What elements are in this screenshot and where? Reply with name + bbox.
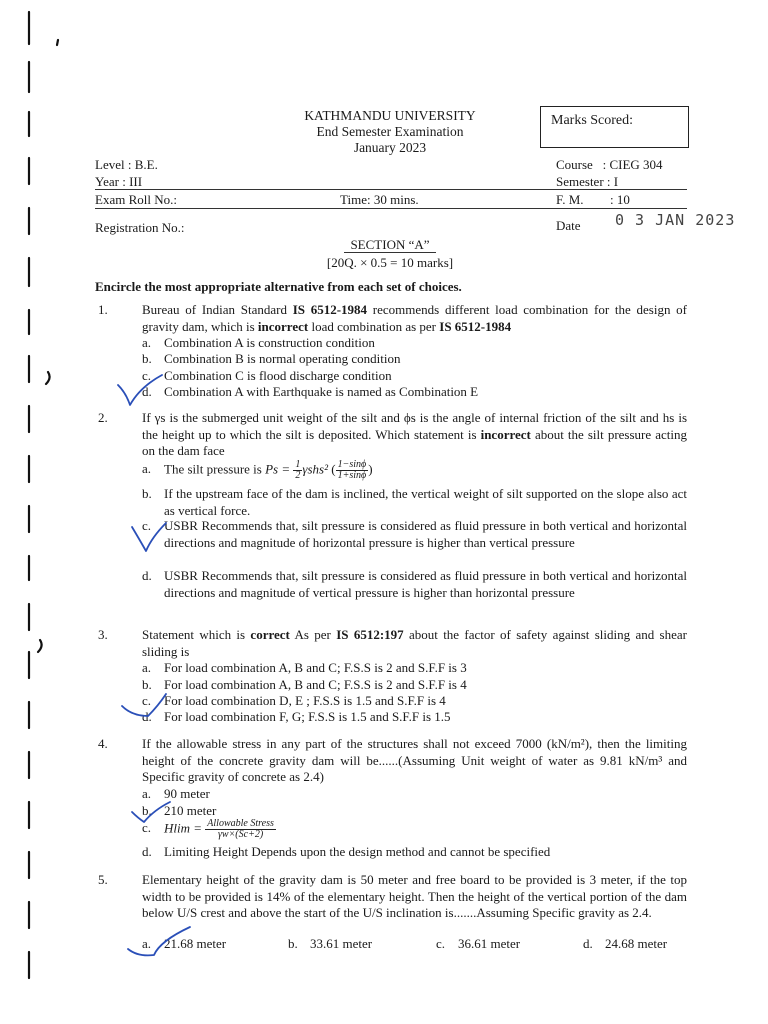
question-number: 5. bbox=[98, 872, 108, 887]
registration-label: Registration No.: bbox=[95, 220, 185, 235]
option-b[interactable]: b. 210 meter bbox=[142, 803, 217, 818]
option-d[interactable]: d. Combination A with Earthquake is named as Combination E bbox=[142, 384, 479, 399]
option-d[interactable]: d. For load combination F, G; F.S.S is 1.5 and S.F.F is 1.5 bbox=[142, 709, 451, 724]
section-marks: [20Q. × 0.5 = 10 marks] bbox=[326, 255, 454, 270]
course-label: Course : CIEG 304 bbox=[556, 157, 663, 172]
option-a[interactable]: a. Combination A is construction condition bbox=[142, 335, 375, 350]
year-label: Year : III bbox=[95, 174, 143, 189]
section-instruction: Encircle the most appropriate alternative from each set of choices. bbox=[95, 279, 462, 294]
time-label: Time: 30 mins. bbox=[340, 192, 419, 207]
option-a[interactable]: a. 90 meter bbox=[142, 786, 210, 801]
question-number: 1. bbox=[98, 302, 108, 317]
option-d[interactable]: d. USBR Recommends that, silt pressure is considered as fluid pressure in both vertical and horizontal directions and magnitude of vertical pressure is higher than horizontal pressure bbox=[142, 568, 687, 600]
option-a[interactable]: a. For load combination A, B and C; F.S.S is 2 and S.F.F is 3 bbox=[142, 660, 467, 675]
option-a[interactable]: a. The silt pressure is Ps = $\frac{1}{2}$ γshs² ( $\frac{1-\sin\phi}{1+\sin\phi}$ ) bbox=[142, 459, 373, 481]
option-c[interactable]: c. 36.61 meter bbox=[436, 936, 521, 951]
margin-mark bbox=[46, 372, 50, 384]
question-text: If the allowable stress in any part of the structures shall not exceed 7000 (kN/m²), then the limiting height of the concrete gravity dam will be......(Assuming Unit weight of water as 9.81 kN/m³ and Specific gravity of concrete as 2.4) bbox=[142, 736, 687, 784]
option-c[interactable]: c. For load combination D, E ; F.S.S is 1.5 and S.F.F is 4 bbox=[142, 693, 446, 708]
question-number: 4. bbox=[98, 736, 108, 751]
option-a[interactable]: a. 21.68 meter bbox=[142, 936, 227, 951]
question-text: If γs is the submerged unit weight of the silt and ϕs is the angle of internal friction of the silt and hs is the height up to which the silt is deposited. Which statement is incorrect about the silt pressure acting on the dam face bbox=[142, 410, 687, 458]
option-c[interactable]: c. Hlim = $\frac{\text{Allowable Stress}}{\gamma w\times(Sc+2)}$ bbox=[142, 818, 274, 840]
option-c[interactable]: c. USBR Recommends that, silt pressure is considered as fluid pressure in both vertical and horizontal directions and magnitude of horizontal pressure is higher than vertical pressure bbox=[142, 518, 687, 550]
question-number: 2. bbox=[98, 410, 108, 425]
option-b[interactable]: b. Combination B is normal operating condition bbox=[142, 351, 401, 366]
full-marks-label: F. M. bbox=[556, 192, 584, 207]
header-rule bbox=[95, 208, 687, 209]
semester-label: Semester : I bbox=[556, 174, 619, 189]
option-c[interactable]: c. Combination C is flood discharge condition bbox=[142, 368, 392, 383]
option-b[interactable]: b. 33.61 meter bbox=[288, 936, 373, 951]
exam-date: January 2023 bbox=[353, 140, 427, 155]
option-b[interactable]: b. For load combination A, B and C; F.S.S is 2 and S.F.F is 4 bbox=[142, 677, 467, 692]
section-title: SECTION “A” bbox=[350, 237, 430, 252]
question-text: Elementary height of the gravity dam is 50 meter and free board to be provided is 3 meter, if the top width to be provided is 14% of the elementary height. Then the height of the vertical portion of the dam below U/S crest and above the start of the U/S inclination is.......Assuming Specific gravity as 2.4. bbox=[142, 872, 687, 920]
option-b[interactable]: b. If the upstream face of the dam is inclined, the vertical weight of silt supported on the slope also act as vertical force. bbox=[142, 486, 687, 518]
question-text: Bureau of Indian Standard IS 6512-1984 recommends different load combination for the design of gravity dam, which is incorrect load combination as per IS 6512-1984 bbox=[142, 302, 687, 334]
level-label: Level : B.E. bbox=[95, 157, 158, 172]
date-stamp: 0 3 JAN 2023 bbox=[615, 211, 736, 229]
section-title-underline bbox=[344, 252, 436, 253]
marks-scored-box bbox=[540, 106, 689, 148]
exam-roll-label: Exam Roll No.: bbox=[95, 192, 177, 207]
option-d[interactable]: d. 24.68 meter bbox=[583, 936, 668, 951]
question-number: 3. bbox=[98, 627, 108, 642]
exam-header bbox=[250, 108, 530, 156]
university-name: KATHMANDU UNIVERSITY bbox=[304, 108, 476, 123]
date-label: Date bbox=[556, 218, 581, 233]
question-text: Statement which is correct As per IS 6512:197 about the factor of safety against sliding and shear sliding is bbox=[142, 627, 687, 659]
scan-margin-marks bbox=[0, 0, 60, 1024]
margin-mark bbox=[57, 40, 58, 45]
exam-type: End Semester Examination bbox=[316, 124, 464, 139]
marks-scored-label: Marks Scored: bbox=[551, 113, 634, 128]
margin-mark bbox=[38, 640, 42, 652]
option-d[interactable]: d. Limiting Height Depends upon the design method and cannot be specified bbox=[142, 844, 551, 859]
full-marks-value: : 10 bbox=[610, 192, 630, 207]
